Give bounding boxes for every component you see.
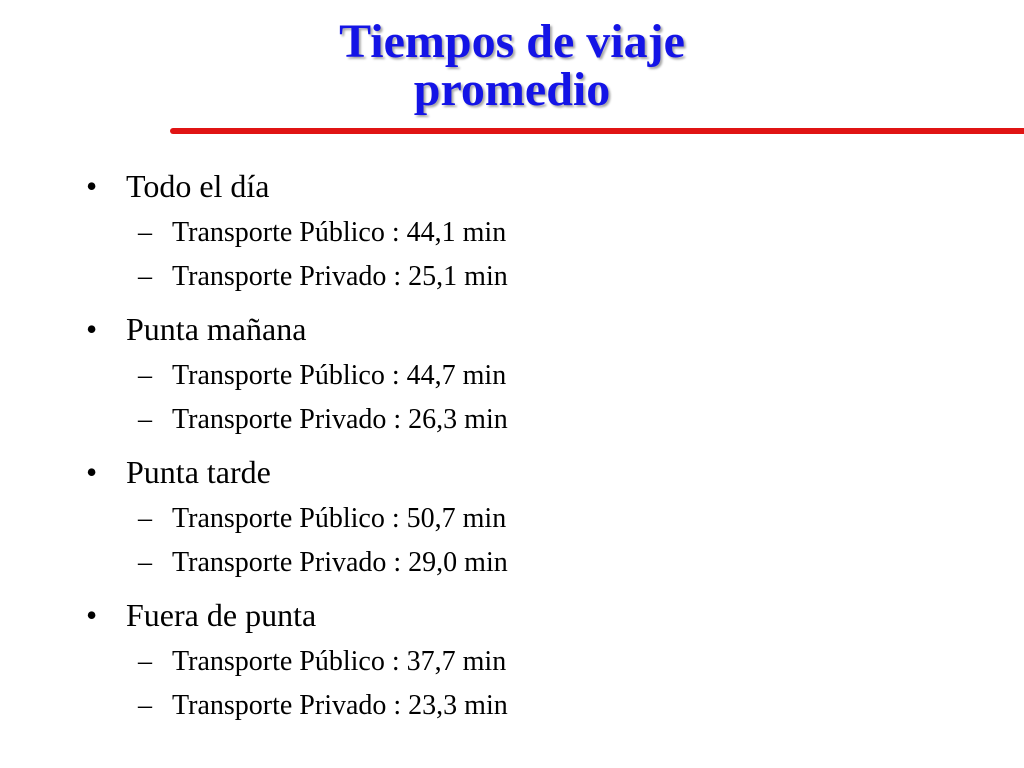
bullet-icon: • — [86, 597, 98, 633]
slide-title-line-2: promedio — [413, 63, 611, 116]
sub-item-label: Transporte Público : 44,1 min — [172, 217, 507, 248]
sub-item-label: Transporte Privado : 29,0 min — [172, 547, 508, 578]
dash-icon: – — [138, 360, 152, 391]
sub-item-label: Transporte Privado : 23,3 min — [172, 690, 508, 721]
bullet-label: Fuera de punta — [126, 597, 317, 633]
sub-item-label: Transporte Público : 44,7 min — [172, 360, 507, 391]
bullet-icon: • — [86, 311, 98, 347]
sub-item-label: Transporte Público : 37,7 min — [172, 646, 507, 677]
dash-icon: – — [138, 503, 152, 534]
dash-icon: – — [138, 261, 152, 292]
bullet-label: Punta mañana — [126, 311, 307, 347]
sub-item-label: Transporte Privado : 26,3 min — [172, 404, 508, 435]
dash-icon: – — [138, 217, 152, 248]
sub-item-label: Transporte Público : 50,7 min — [172, 503, 507, 534]
bullet-icon: • — [86, 168, 98, 204]
dash-icon: – — [138, 646, 152, 677]
dash-icon: – — [138, 547, 152, 578]
bullet-label: Todo el día — [126, 168, 270, 204]
bullet-icon: • — [86, 454, 98, 490]
dash-icon: – — [138, 404, 152, 435]
bullet-label: Punta tarde — [126, 454, 271, 490]
slide-title-line-1: Tiempos de viaje — [339, 15, 685, 68]
dash-icon: – — [138, 690, 152, 721]
sub-item-label: Transporte Privado : 25,1 min — [172, 261, 508, 292]
